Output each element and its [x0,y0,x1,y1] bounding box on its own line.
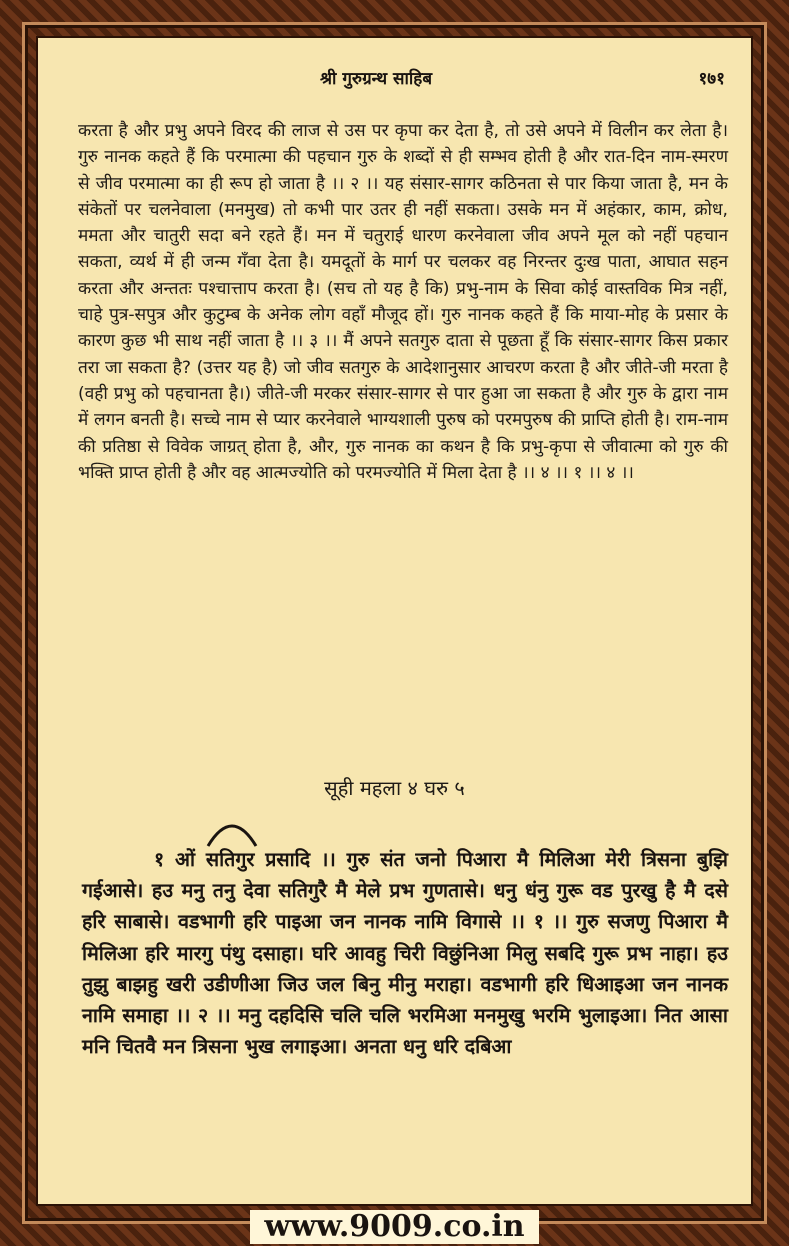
footer-band [0,1206,789,1246]
page-header [38,66,751,96]
website-link[interactable]: www.9009.co.in [250,1210,538,1244]
page-number: १७१ [698,69,725,89]
scripture-page [36,36,753,1206]
section-heading: सूही महला ४ घरु ५ [324,776,465,800]
book-title: श्री गुरुग्रन्थ साहिब [320,69,433,89]
hindi-commentary [78,118,728,486]
commentary-paragraph: करता है और प्रभु अपने विरद की लाज से उस पर कृपा कर देता है, तो उसे अपने में विलीन कर लेता है। गुरु नानक कहते हैं कि परमात्मा की पहचान गुरु के शब्दों से ही सम्भव होती है और रात-दिन नाम-स्मरण से जीव परमात्मा का ही रूप हो जाता है ।। २ ।। यह संसार-सागर कठिनता से पार किया जाता है, मन के संकेतों पर चलनेवाला (मनमुख) तो कभी पार उतर ही नहीं सकता। उसके मन में अहंकार, काम, क्रोध, ममता और चातुरी सदा बने रहते हैं। मन में चतुराई धारण करनेवाला जीव अपने मूल को नहीं पहचान सकता, व्यर्थ में ही जन्म गँवा देता है। यमदूतों के मार्ग पर चलकर वह निरन्तर दुःख पाता, आघात सहन करता और अन्ततः पश्चात्ताप करता है। (सच तो यह है कि) प्रभु-नाम के सिवा कोई वास्तविक मित्र नहीं, चाहे पुत्र-सपुत्र और कुटुम्ब के अनेक लोग वहाँ मौजूद हों। गुरु नानक कहते हैं कि माया-मोह के प्रसार के कारण कुछ भी साथ नहीं जाता है ।। ३ ।। मैं अपने सतगुरु दाता से पूछता हूँ कि संसार-सागर किस प्रकार तरा जा सकता है? (उत्तर यह है) जो जीव सतगुरु के आदेशानुसार आचरण करता है और जीते-जी मरता है (वही प्रभु को पहचानता है।) जीते-जी मरकर संसार-सागर से पार हुआ जा सकता है और गुरु के द्वारा नाम में लगन बनती है। सच्चे नाम से प्यार करनेवाले भाग्यशाली पुरुष को परमपुरुष की प्राप्ति होती है। राम-नाम की प्रतिष्ठा से विवेक जाग्रत् होता है, और, गुरु नानक का कथन है कि प्रभु-कृपा से जीवात्मा को गुरु की भक्ति प्राप्त होती है और वह आत्मज्योति को परमज्योति में मिला देता है ।। ४ ।। १ ।। ४ ।। [78,121,728,483]
gurbani-verse [82,844,728,1062]
gurbani-paragraph: १ ओं सतिगुर प्रसादि ।। गुरु संत जनो पिआरा मै मिलिआ मेरी त्रिसना बुझि गईआसे। हउ मनु तनु देवा सतिगुरै मै मेले प्रभ गुणतासे। धनु धंनु गुरू वड पुरखु है मै दसे हरि साबासे। वडभागी हरि पाइआ जन नानक नामि विगासे ।। १ ।। गुरु सजणु पिआरा मै मिलिआ हरि मारगु पंथु दसाहा। घरि आवहु चिरी विछुंनिआ मिलु सबदि गुरू प्रभ नाहा। हउ तुझु बाझहु खरी उडीणीआ जिउ जल बिनु मीनु मराहा। वडभागी हरि धिआइआ जन नानक नामि समाहा ।। २ ।। मनु दहदिसि चलि चलि भरमिआ मनमुखु भरमि भुलाइआ। नित आसा मनि चितवै मन त्रिसना भुख लगाइआ। अनता धनु धरि दबिआ [82,848,728,1059]
